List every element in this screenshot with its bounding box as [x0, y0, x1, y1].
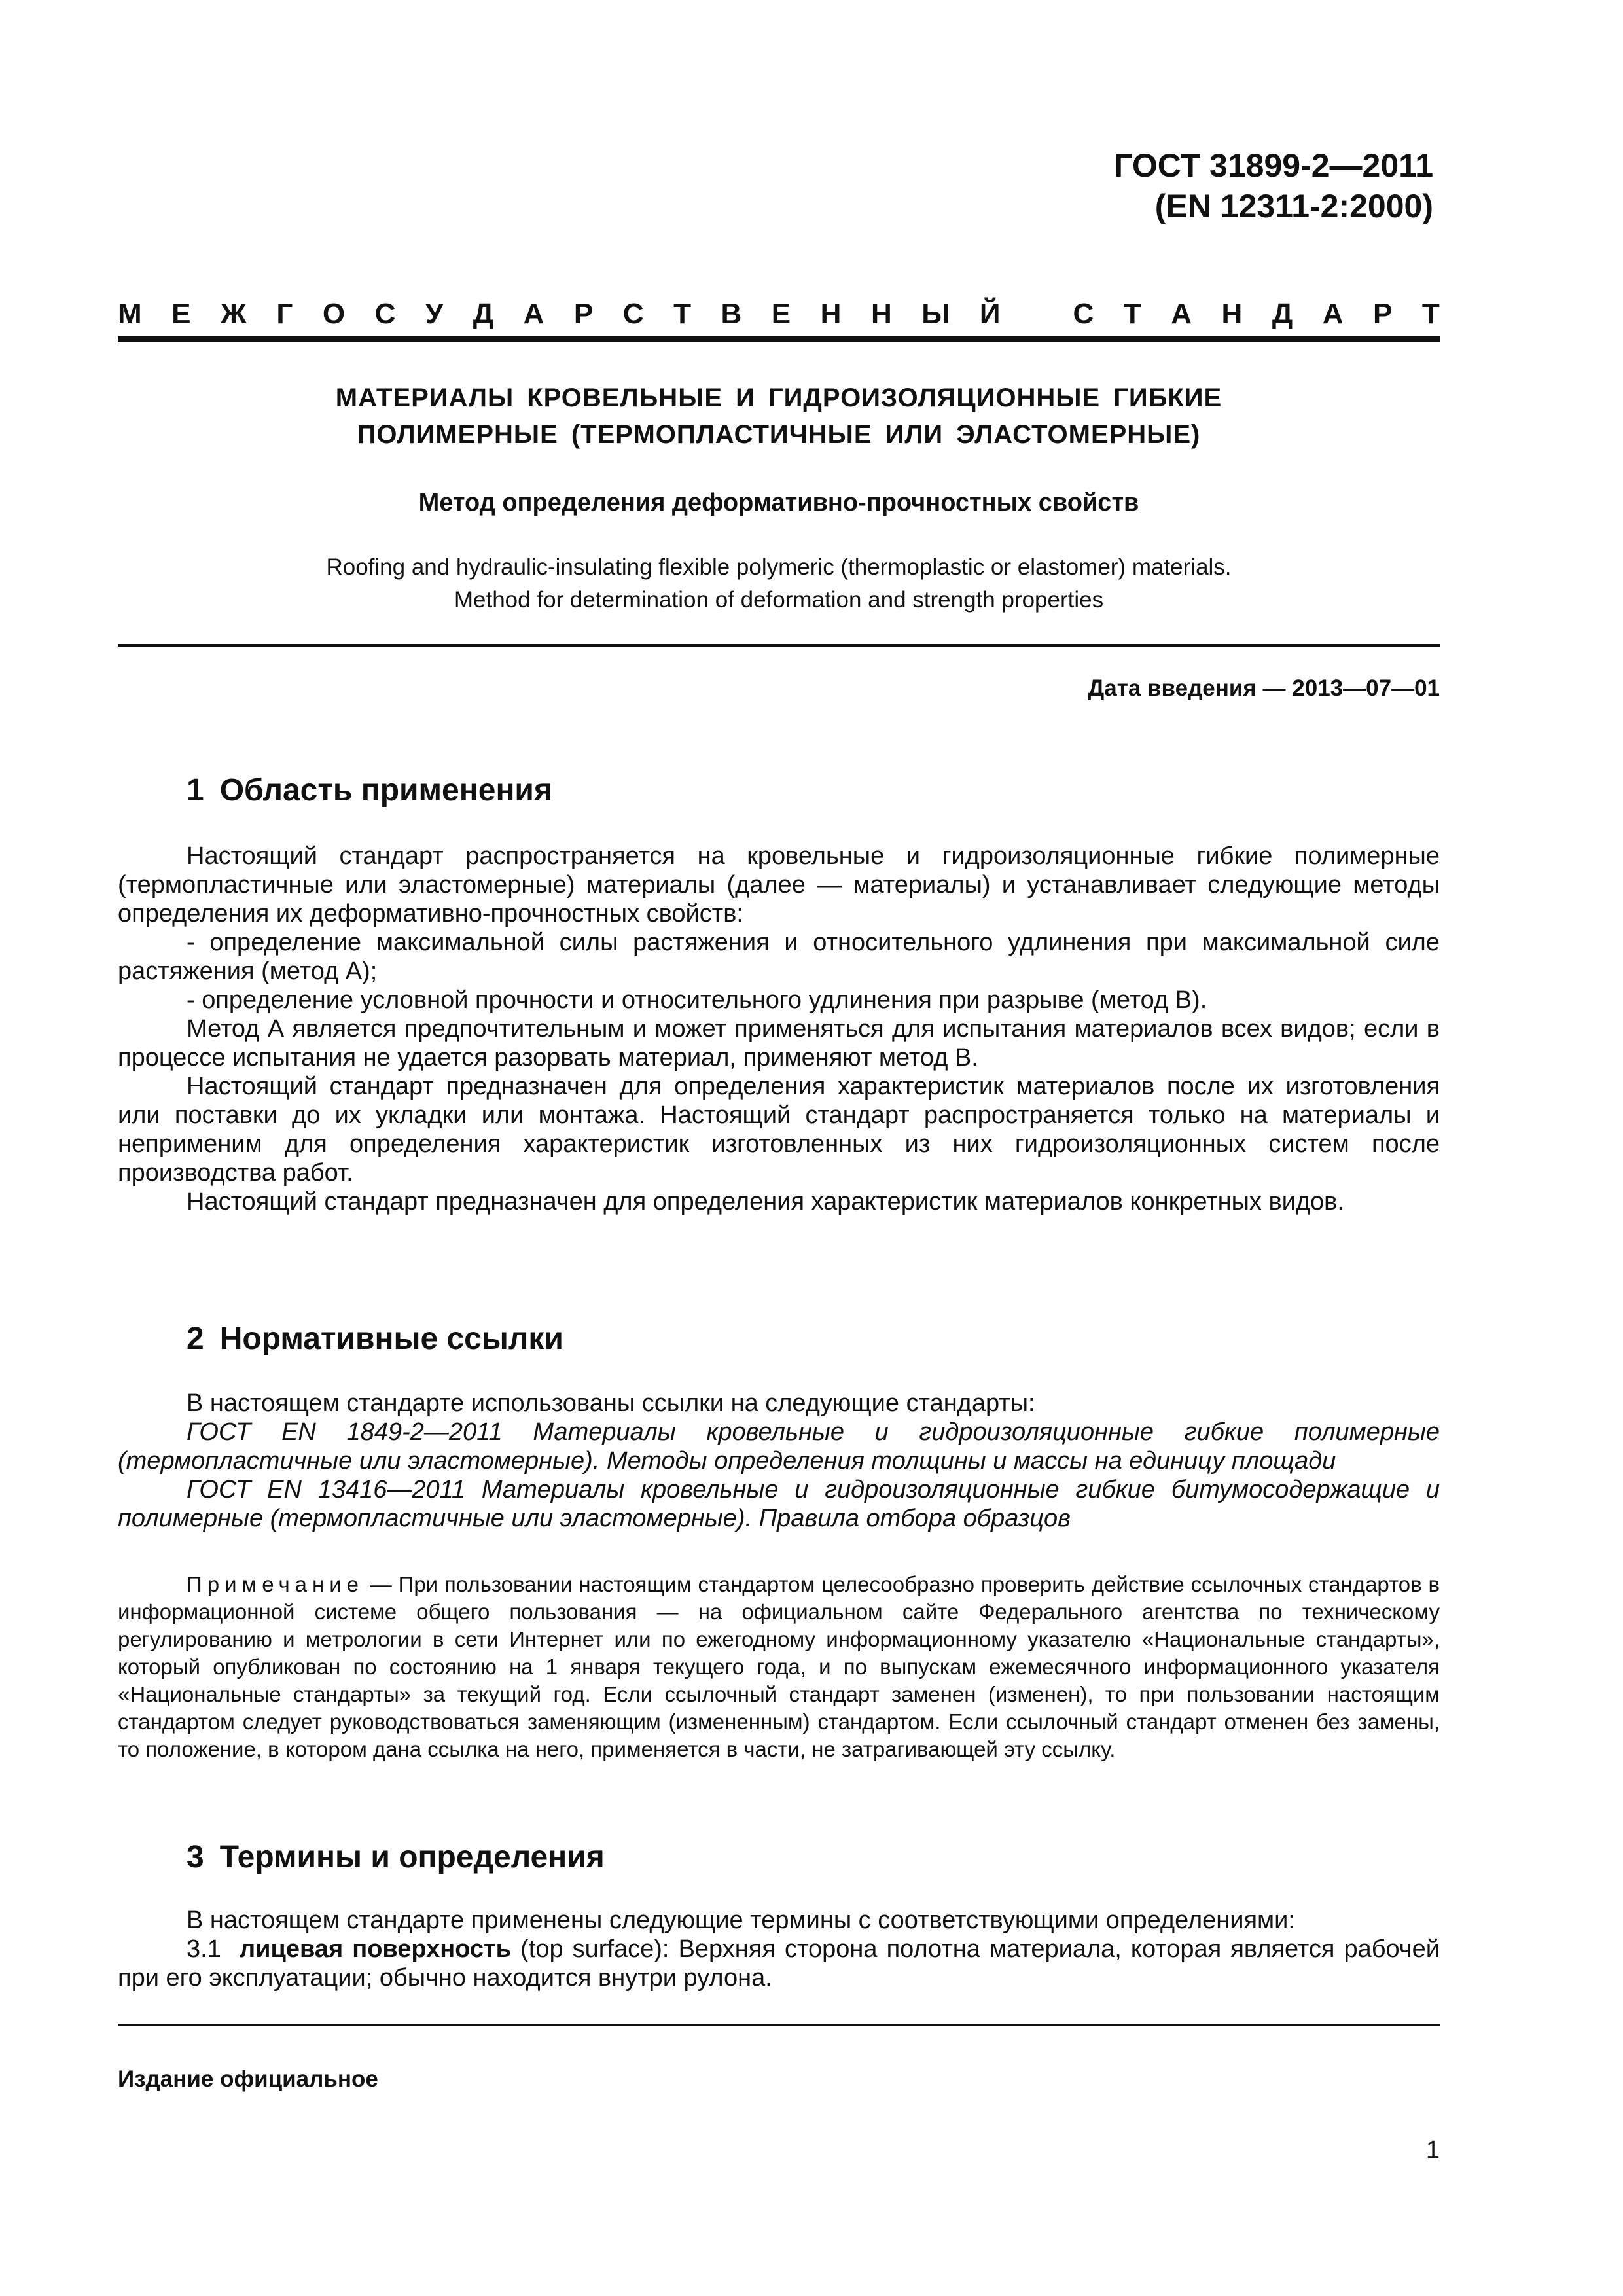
- section-1-number: 1: [187, 773, 204, 808]
- banner-word-gap: [1030, 296, 1043, 332]
- standard-designation: [1114, 145, 1433, 226]
- section-3-heading: [187, 1838, 605, 1877]
- english-title-line-2: Method for determination of deformation and strength properties: [454, 587, 1104, 613]
- banner-letter: Й: [979, 298, 1001, 330]
- section-1-title: Область применения: [219, 773, 552, 808]
- designation-en: (EN 12311-2:2000): [1154, 188, 1433, 224]
- banner-letter: Е: [771, 298, 791, 330]
- banner-letter: Г: [276, 298, 293, 330]
- banner-letter: Р: [573, 298, 594, 330]
- footer-rule: [118, 2024, 1440, 2026]
- section-2-title: Нормативные ссылки: [219, 1321, 563, 1356]
- banner-letter: А: [1171, 298, 1192, 330]
- official-edition-label: Издание официальное: [118, 2066, 378, 2092]
- note-text: — При пользовании настоящим стандартом целесообразно проверить действие ссылочных стандартов в информационной системе общего пользования — на официальном сайте Федерального агентства по техническому регулированию и метрологии в сети Интернет или по ежегодному информационному указателю «Национальные стандарты», который опубликован по состоянию на 1 января текущего года, и по выпускам ежемесячного информационного указателя «Национальные стандарты» за текущий год. Если ссылочный стандарт заменен (изменен), то при пользовании настоящим стандартом следует руководствоваться заменяющим (измененным) стандартом. Если ссылочный стандарт отменен без замены, то положение, в котором дана ссылка на него, применяется в части, не затрагивающей эту ссылку.: [118, 1572, 1440, 1761]
- banner-letter: У: [425, 298, 444, 330]
- title-line-1: МАТЕРИАЛЫ КРОВЕЛЬНЫЕ И ГИДРОИЗОЛЯЦИОННЫЕ ГИБКИЕ: [335, 384, 1222, 412]
- document-subtitle: Метод определения деформативно-прочностных свойств: [418, 489, 1139, 516]
- section-1-paragraph: Настоящий стандарт распространяется на кровельные и гидроизоляционные гибкие полимерные (термопластичные или эластомерные) материалы (далее — материалы) и устанавливает следующие методы определения их деформативно-прочностных свойств:: [118, 842, 1440, 927]
- title-line-2: ПОЛИМЕРНЫЕ (ТЕРМОПЛАСТИЧНЫЕ ИЛИ ЭЛАСТОМЕРНЫЕ): [357, 420, 1201, 449]
- term-text: (top surface): Верхняя сторона полотна материала, которая является рабочей при его эксплуатации; обычно находится внутри рулона.: [118, 1935, 1440, 1992]
- banner-letter: Н: [1221, 298, 1243, 330]
- banner-letter: Ы: [921, 298, 950, 330]
- title-rule: [118, 644, 1440, 647]
- banner-letter: Т: [1123, 298, 1141, 330]
- note-block: [118, 1571, 1440, 1763]
- normative-reference: ГОСТ EN 1849-2—2011 Материалы кровельные и гидроизоляционные гибкие полимерные (термопластичные или эластомерные). Методы определения толщины и массы на единицу площади: [118, 1418, 1440, 1475]
- banner-letter: Н: [820, 298, 842, 330]
- section-1-list-item: - определение максимальной силы растяжения и относительного удлинения при максимальной силе растяжения (метод А);: [118, 929, 1440, 985]
- banner-letter: Д: [473, 298, 494, 330]
- banner-letter: Ж: [221, 298, 247, 330]
- banner-letter: С: [374, 298, 396, 330]
- banner-letter: Р: [1372, 298, 1393, 330]
- note-label: Примечание: [187, 1572, 365, 1596]
- section-2-heading: [187, 1319, 563, 1359]
- banner-rule: [118, 336, 1440, 342]
- banner-letter: В: [721, 298, 742, 330]
- section-2-body: [118, 1389, 1440, 1533]
- section-1-paragraph: Настоящий стандарт предназначен для определения характеристик материалов конкретных видов.: [187, 1188, 1344, 1215]
- banner-letter: А: [1322, 298, 1344, 330]
- banner-letter: Е: [171, 298, 191, 330]
- banner-letter: Д: [1272, 298, 1293, 330]
- interstate-standard-banner: [118, 296, 1440, 332]
- section-3-title: Термины и определения: [219, 1840, 605, 1874]
- banner-letter: С: [622, 298, 644, 330]
- section-3-paragraph: В настоящем стандарте применены следующие термины с соответствующими определениями:: [187, 1907, 1295, 1934]
- normative-reference: ГОСТ EN 13416—2011 Материалы кровельные и гидроизоляционные гибкие битумосодержащие и полимерные (термопластичные или эластомерные). Правила отбора образцов: [118, 1476, 1440, 1532]
- document-title: [118, 380, 1440, 453]
- term-definition: [118, 1935, 1440, 1992]
- section-1-body: [118, 842, 1440, 1216]
- section-2-number: 2: [187, 1321, 204, 1356]
- banner-letter: Н: [870, 298, 892, 330]
- section-1-list-item: - определение условной прочности и относительного удлинения при разрыве (метод В).: [187, 986, 1207, 1014]
- banner-letter: А: [523, 298, 544, 330]
- section-1-paragraph: Метод А является предпочтительным и может применяться для испытания материалов всех видов; если в процессе испытания не удается разорвать материал, применяют метод В.: [118, 1015, 1440, 1071]
- banner-letter: Т: [673, 298, 691, 330]
- section-1-heading: [187, 771, 552, 810]
- section-1-paragraph: Настоящий стандарт предназначен для определения характеристик материалов после их изготовления или поставки до их укладки или монтажа. Настоящий стандарт распространяется только на материалы и неприменим для определения характеристик изготовленных из них гидроизоляционных систем после производства работ.: [118, 1073, 1440, 1187]
- page-number: 1: [1425, 2136, 1440, 2164]
- term-number: 3.1: [187, 1935, 221, 1963]
- section-3-body: [118, 1906, 1440, 1992]
- english-title: [118, 551, 1440, 617]
- section-3-number: 3: [187, 1840, 204, 1874]
- banner-letter: М: [118, 298, 142, 330]
- introduction-date: Дата введения — 2013—07—01: [1088, 675, 1440, 701]
- term-name: лицевая поверхность: [240, 1935, 512, 1963]
- note-paragraph: [118, 1571, 1440, 1763]
- banner-letter: С: [1073, 298, 1094, 330]
- section-2-paragraph: В настоящем стандарте использованы ссылки на следующие стандарты:: [187, 1390, 1035, 1417]
- banner-letter: О: [322, 298, 346, 330]
- designation-gost: ГОСТ 31899-2—2011: [1114, 147, 1433, 184]
- banner-letter: Т: [1421, 298, 1440, 330]
- english-title-line-1: Roofing and hydraulic-insulating flexible polymeric (thermoplastic or elastomer) materials.: [326, 554, 1232, 580]
